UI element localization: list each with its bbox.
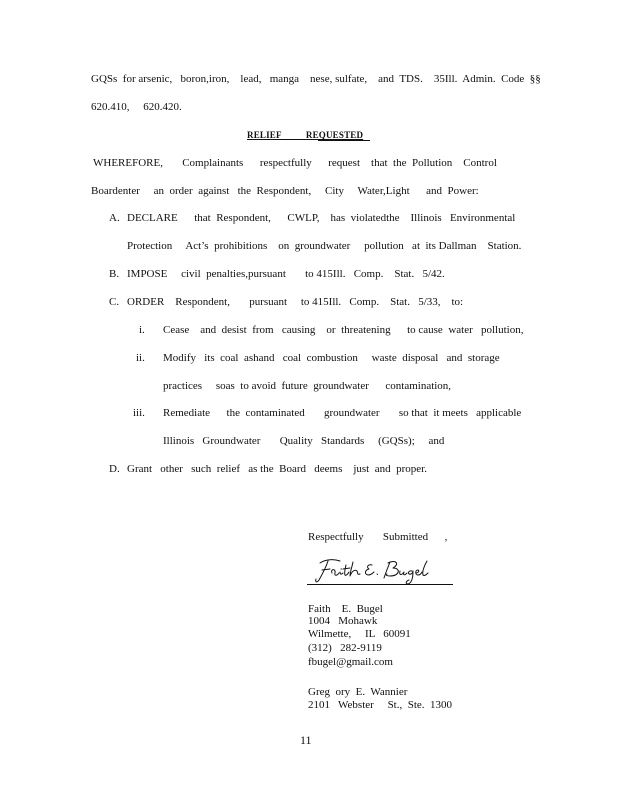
- address-1-phone: (312) 282-9119: [308, 642, 382, 654]
- signature-line: [307, 584, 453, 585]
- relief-subitem-iii-line-1: Remediate the contaminated groundwater so that it meets applicable: [163, 407, 522, 419]
- relief-subitem-ii-line-1: Modify its coal ashand coal combustion waste disposal and storage: [163, 352, 500, 364]
- address-1-name: Faith E. Bugel: [308, 603, 383, 615]
- address-2-name: Greg ory E. Wannier: [308, 686, 408, 698]
- prayer-line-2: Boardenter an order against the Respondent, City Water,Light and Power:: [91, 185, 479, 197]
- signature-drawing: [312, 553, 432, 587]
- relief-item-a-marker: A.: [109, 212, 120, 224]
- address-1-city: Wilmette, IL 60091: [308, 628, 411, 640]
- relief-requested-heading: RELIEF REQUESTED: [247, 130, 364, 140]
- relief-subitem-i-line-1: Cease and desist from causing or threatening to cause water pollution,: [163, 324, 524, 336]
- address-1-street: 1004 Mohawk: [308, 615, 378, 627]
- relief-item-d-line-1: Grant other such relief as the Board deems just and proper.: [127, 463, 427, 475]
- relief-subitem-iii-line-2: Illinois Groundwater Quality Standards (GQSs); and: [163, 435, 445, 447]
- closing-respectfully-submitted: Respectfully Submitted ,: [308, 531, 448, 543]
- continuation-line-1: GQSs for arsenic, boron,iron, lead, manga nese, sulfate, and TDS. 35Ill. Admin. Code §§: [91, 73, 541, 85]
- page-number: 11: [300, 733, 312, 747]
- prayer-line-1: WHEREFORE, Complainants respectfully request that the Pollution Control: [93, 157, 497, 169]
- relief-item-b-line-1: IMPOSE civil penalties,pursuant to 415Ill. Comp. Stat. 5/42.: [127, 268, 445, 280]
- relief-item-c-marker: C.: [109, 296, 120, 308]
- handwritten-signature: [312, 553, 432, 587]
- address-1-email: fbugel@gmail.com: [308, 656, 393, 668]
- relief-subitem-ii-line-2: practices soas to avoid future groundwater contamination,: [163, 380, 452, 392]
- relief-item-d-marker: D.: [109, 463, 120, 475]
- heading-underline: [318, 140, 370, 141]
- relief-item-a-line-1: DECLARE that Respondent, CWLP, has violatedthe Illinois Environmental: [127, 212, 516, 224]
- address-2-street: 2101 Webster St., Ste. 1300: [308, 699, 453, 711]
- relief-item-a-line-2: Protection Act’s prohibitions on groundwater pollution at its Dallman Station.: [127, 240, 522, 252]
- relief-subitem-ii-marker: ii.: [136, 352, 145, 364]
- relief-subitem-i-marker: i.: [139, 324, 145, 336]
- relief-subitem-iii-marker: iii.: [133, 407, 145, 419]
- continuation-line-2: 620.410, 620.420.: [91, 101, 182, 113]
- relief-item-b-marker: B.: [109, 268, 120, 280]
- relief-item-c-line-1: ORDER Respondent, pursuant to 415Ill. Comp. Stat. 5/33, to:: [127, 296, 464, 308]
